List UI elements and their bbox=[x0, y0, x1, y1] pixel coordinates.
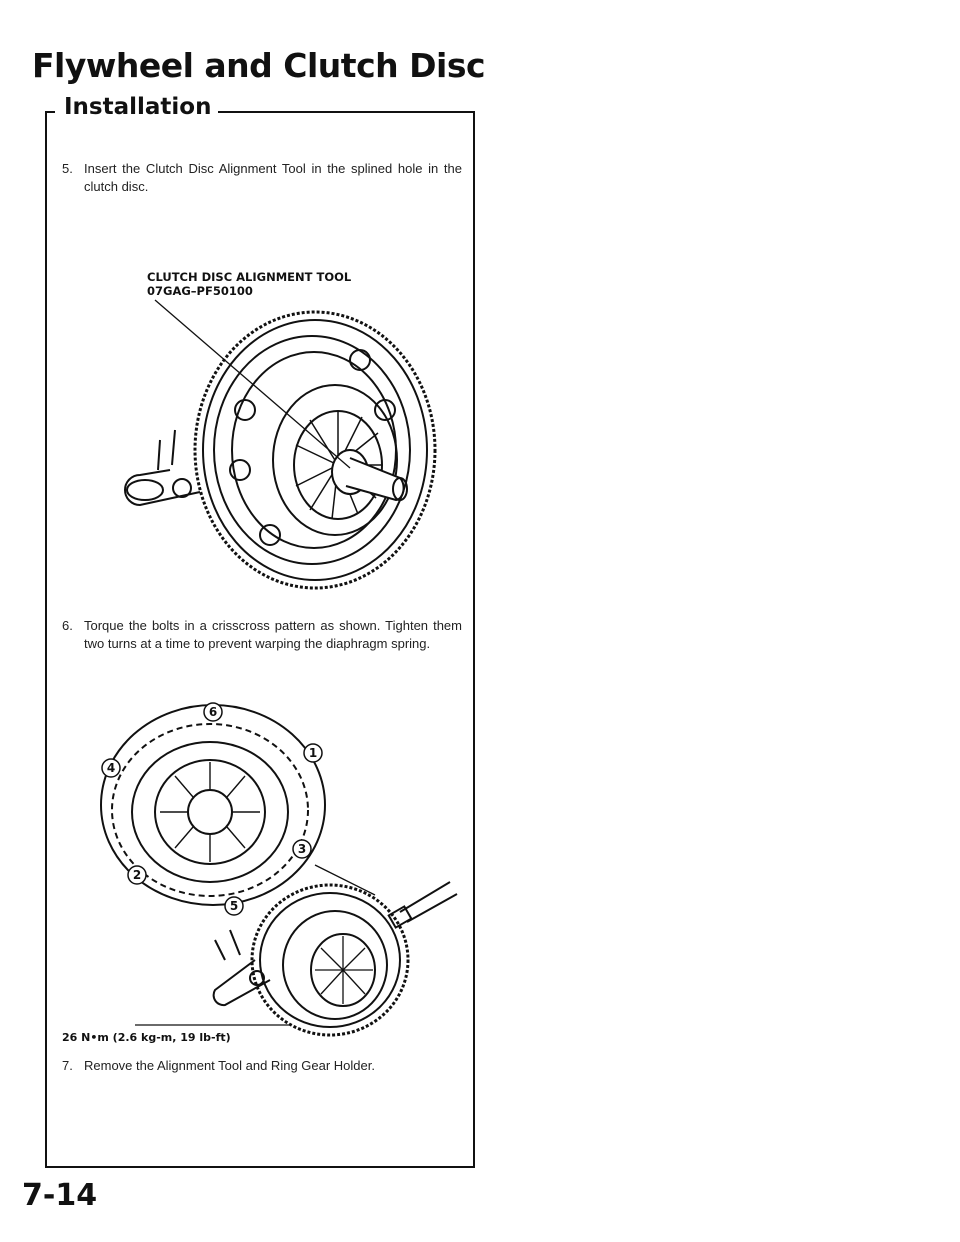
alignment-tool-name: CLUTCH DISC ALIGNMENT TOOL bbox=[147, 270, 352, 284]
page-number: 7-14 bbox=[22, 1178, 98, 1213]
alignment-tool-part-number: 07GAG–PF50100 bbox=[147, 284, 253, 298]
torque-wrench-figure bbox=[195, 840, 465, 1040]
section-title: Installation bbox=[64, 94, 212, 120]
step-number: 6. bbox=[62, 618, 73, 633]
bolt-mark-2: 2 bbox=[132, 868, 142, 882]
step-number: 7. bbox=[62, 1058, 73, 1073]
alignment-tool-callout bbox=[147, 270, 351, 298]
bolt-mark-1: 1 bbox=[308, 746, 318, 760]
step-text: Insert the Clutch Disc Alignment Tool in the splined hole in the clutch disc. bbox=[84, 161, 462, 194]
step-7 bbox=[62, 1057, 462, 1075]
torque-spec: 26 N•m (2.6 kg-m, 19 lb-ft) bbox=[62, 1031, 231, 1044]
bolt-mark-3: 3 bbox=[297, 842, 307, 856]
bolt-mark-5: 5 bbox=[229, 899, 239, 913]
step-text: Remove the Alignment Tool and Ring Gear Holder. bbox=[84, 1058, 375, 1073]
clutch-alignment-figure bbox=[100, 300, 460, 595]
step-5 bbox=[62, 160, 462, 196]
step-6 bbox=[62, 617, 462, 653]
page-title: Flywheel and Clutch Disc bbox=[32, 46, 486, 85]
frame-top-right-rule bbox=[218, 111, 475, 113]
bolt-mark-4: 4 bbox=[106, 761, 116, 775]
step-number: 5. bbox=[62, 161, 73, 176]
bolt-mark-6: 6 bbox=[208, 705, 218, 719]
frame-top-left-rule bbox=[45, 111, 55, 113]
step-text: Torque the bolts in a crisscross pattern as shown. Tighten them two turns at a time to prevent warping the diaphragm spring. bbox=[84, 618, 462, 651]
